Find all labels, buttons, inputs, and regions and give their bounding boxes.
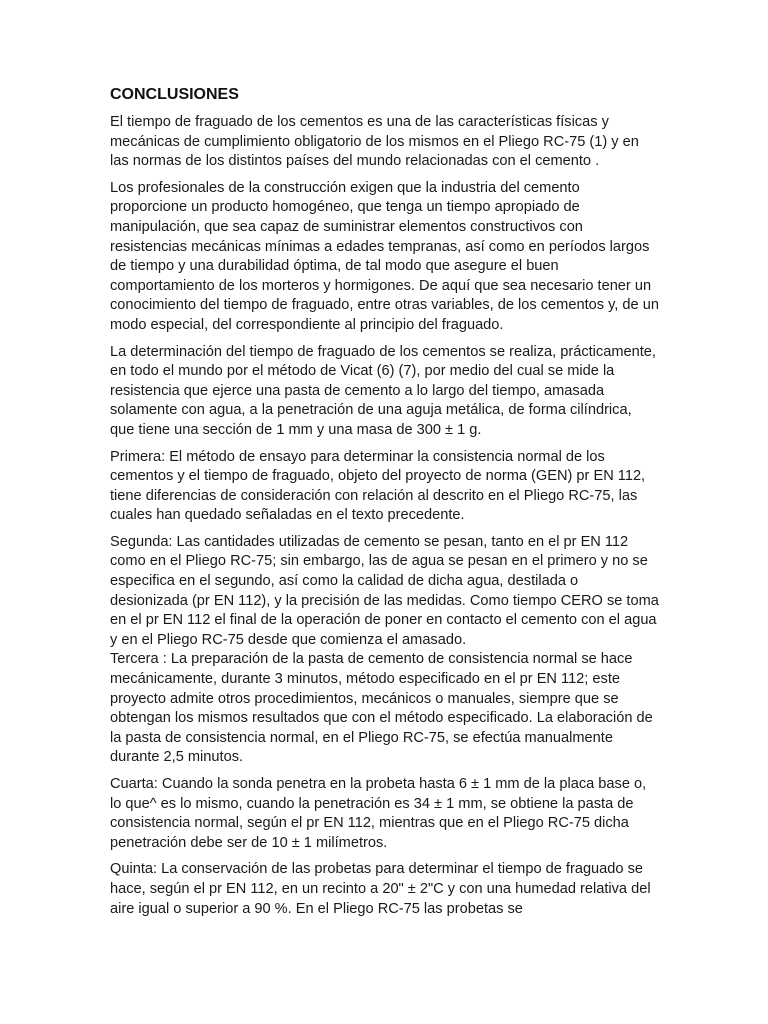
paragraph-primera: Primera: El método de ensayo para determinar la consistencia normal de los cementos y el tiempo de fraguado, objeto del proyecto de norma (GEN) pr EN 112, tiene diferencias de consideración con relación al descrito en el Pliego RC-75, las cuales han quedado señaladas en el texto precedente. [110,448,646,524]
paragraph-professionals: Los profesionales de la construcción exigen que la industria del cemento proporcione un producto homogéneo, que tenga un tiempo apropiado de manipulación, que sea capaz de suministrar elementos constructivos con resistencias mecánicas mínimas a edades tempranas, así como en períodos largos de tiempo y una durabilidad óptima, de tal modo que asegure el buen comportamiento de los morteros y hormigones. De aquí que sea necesario tener un conocimiento del tiempo de fraguado, entre otras variables, de los cementos y, de un modo especial, del correspondiente al principio del fraguado. [110,179,659,333]
paragraph-quinta: Quinta: La conservación de las probetas para determinar el tiempo de fraguado se hace, según el pr EN 112, en un recinto a 20" ± 2"C y con una humedad relativa del aire igual o superior a 90 %. En el Pliego RC-75 las probetas se [110,861,651,917]
document-page [110,84,660,926]
paragraph-intro: El tiempo de fraguado de los cementos es una de las características físicas y mecánicas de cumplimiento obligatorio de los mismos en el Pliego RC-75 (1) y en las normas de los distintos países del mundo relacionadas con el cemento . [110,114,639,170]
paragraph-vicat-method: La determinación del tiempo de fraguado de los cementos se realiza, prácticamente, en todo el mundo por el método de Vicat (6) (7), por medio del cual se mide la resistencia que ejerce una pasta de cemento a lo largo del tiempo, amasada solamente con agua, a la penetración de una aguja metálica, de forma cilíndrica, que tiene una sección de 1 mm y una masa de 300 ± 1 g. [110,343,656,438]
paragraph-tercera: Tercera : La preparación de la pasta de cemento de consistencia normal se hace mecánicamente, durante 3 minutos, método especificado en el pr EN 112; este proyecto admite otros procedimientos, mecánicos o manuales, siempre que se obtengan los mismos resultados que con el método especificado. La elaboración de la pasta de consistencia normal, en el Pliego RC-75, se efectúa manualmente durante 2,5 minutos. [110,651,653,766]
section-heading: CONCLUSIONES [110,86,239,103]
paragraph-segunda: Segunda: Las cantidades utilizadas de cemento se pesan, tanto en el pr EN 112 como en el Pliego RC-75; sin embargo, las de agua se pesan en el primero y no se especifica en el segundo, así como la calidad de dicha agua, destilada o desionizada (pr EN 112), y la precisión de las medidas. Como tiempo CERO se toma en el pr EN 112 el final de la operación de poner en contacto el cemento con el agua y en el Pliego RC-75 desde que comienza el amasado. [110,533,659,648]
paragraph-cuarta: Cuarta: Cuando la sonda penetra en la probeta hasta 6 ± 1 mm de la placa base o, lo que^ es lo mismo, cuando la penetración es 34 ± 1 mm, se obtiene la pasta de consistencia normal, según el pr EN 112, mientras que en el Pliego RC-75 dicha penetración debe ser de 10 ± 1 milímetros. [110,776,647,851]
